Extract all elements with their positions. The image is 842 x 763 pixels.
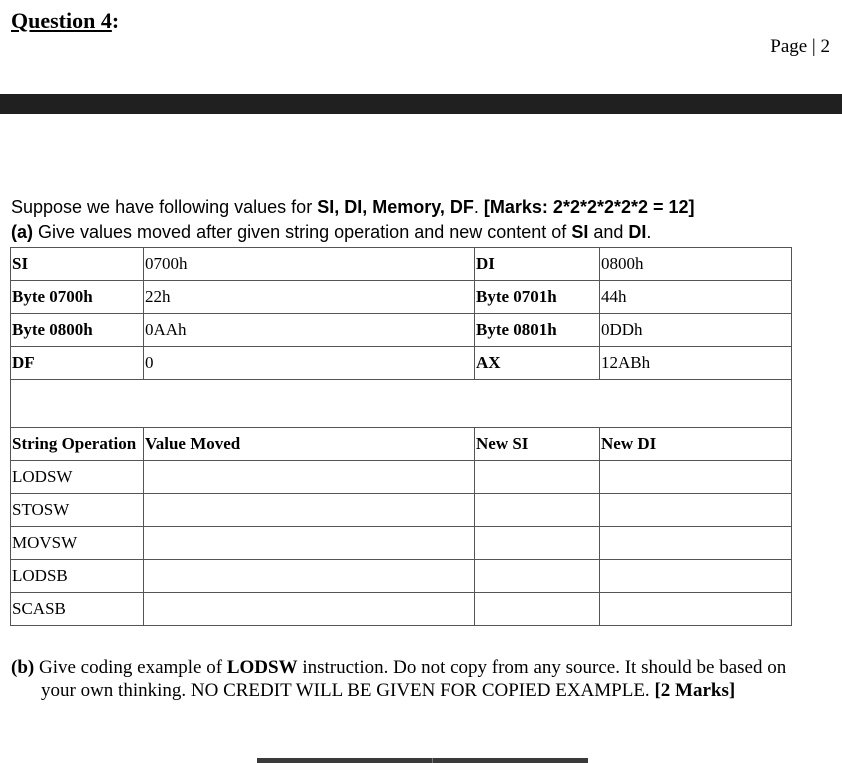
answer-value-moved[interactable] — [144, 461, 475, 494]
answer-new-si[interactable] — [475, 593, 600, 626]
toolbar-divider — [432, 758, 433, 763]
intro-registers: SI, DI, Memory, DF — [317, 197, 474, 217]
question-title-text: Question 4 — [11, 8, 112, 33]
question-table — [10, 247, 792, 626]
intro-text: Suppose we have following values for — [11, 197, 318, 217]
operation-cell: LODSW — [11, 461, 144, 494]
part-b-marks: [2 Marks] — [654, 680, 736, 701]
flag-value: 0 — [144, 347, 475, 380]
part-a-text: Give values moved after given string operation and new content of — [33, 222, 572, 242]
answer-new-si[interactable] — [475, 527, 600, 560]
table-row — [11, 314, 792, 347]
table-row — [11, 593, 792, 626]
answer-new-di[interactable] — [600, 494, 792, 527]
flag-label: DF — [11, 347, 144, 380]
answer-value-moved[interactable] — [144, 560, 475, 593]
operation-cell: MOVSW — [11, 527, 144, 560]
page-number: Page | 2 — [770, 36, 830, 57]
table-spacer-row — [11, 380, 792, 428]
operation-cell: LODSB — [11, 560, 144, 593]
table-row — [11, 494, 792, 527]
memory-label: Byte 0701h — [475, 281, 600, 314]
header-band — [0, 94, 842, 114]
bottom-toolbar-edge — [257, 758, 588, 763]
answer-new-di[interactable] — [600, 560, 792, 593]
table-row — [11, 461, 792, 494]
register-value: 0800h — [600, 248, 792, 281]
memory-value: 22h — [144, 281, 475, 314]
answer-new-di[interactable] — [600, 527, 792, 560]
operation-cell: STOSW — [11, 494, 144, 527]
column-header-new-si: New SI — [475, 428, 600, 461]
memory-label: Byte 0800h — [11, 314, 144, 347]
memory-label: Byte 0801h — [475, 314, 600, 347]
intro-line-2 — [11, 220, 831, 245]
part-b-instruction: LODSW — [226, 657, 298, 678]
part-b-text-2: instruction. Do not copy from any source. It should be based on your own thinking. NO CREDIT WILL BE GIVEN FOR COPIED EXAMPLE. — [41, 657, 787, 701]
table-row — [11, 347, 792, 380]
operation-cell: SCASB — [11, 593, 144, 626]
column-header-operation: String Operation — [11, 428, 144, 461]
spacer-cell — [11, 380, 792, 428]
answer-new-di[interactable] — [600, 593, 792, 626]
answer-value-moved[interactable] — [144, 494, 475, 527]
column-header-new-di: New DI — [600, 428, 792, 461]
answer-new-si[interactable] — [475, 494, 600, 527]
part-a-end: . — [646, 222, 652, 242]
register-value: 0700h — [144, 248, 475, 281]
table-row — [11, 281, 792, 314]
answer-value-moved[interactable] — [144, 593, 475, 626]
part-a-si: SI — [571, 222, 589, 242]
intro-marks: [Marks: 2*2*2*2*2*2 = 12] — [483, 197, 695, 217]
table-header-row — [11, 428, 792, 461]
table-row — [11, 248, 792, 281]
part-b-question — [11, 656, 811, 702]
answer-value-moved[interactable] — [144, 527, 475, 560]
register-label: DI — [475, 248, 600, 281]
column-header-value-moved: Value Moved — [144, 428, 475, 461]
part-a-and: and — [588, 222, 629, 242]
question-title — [11, 8, 119, 34]
answer-new-si[interactable] — [475, 461, 600, 494]
memory-value: 0AAh — [144, 314, 475, 347]
question-intro — [11, 195, 831, 245]
register-label: AX — [475, 347, 600, 380]
intro-separator: . — [473, 197, 484, 217]
memory-value: 44h — [600, 281, 792, 314]
part-b-text: Give coding example of — [34, 657, 227, 678]
answer-new-si[interactable] — [475, 560, 600, 593]
memory-value: 0DDh — [600, 314, 792, 347]
memory-label: Byte 0700h — [11, 281, 144, 314]
table-row — [11, 527, 792, 560]
register-label: SI — [11, 248, 144, 281]
table-row — [11, 560, 792, 593]
intro-line-1 — [11, 195, 831, 220]
part-b-label: (b) — [11, 657, 35, 678]
part-a-label: (a) — [11, 222, 33, 242]
part-a-di: DI — [628, 222, 647, 242]
answer-new-di[interactable] — [600, 461, 792, 494]
question-title-colon: : — [111, 8, 120, 33]
register-value: 12ABh — [600, 347, 792, 380]
